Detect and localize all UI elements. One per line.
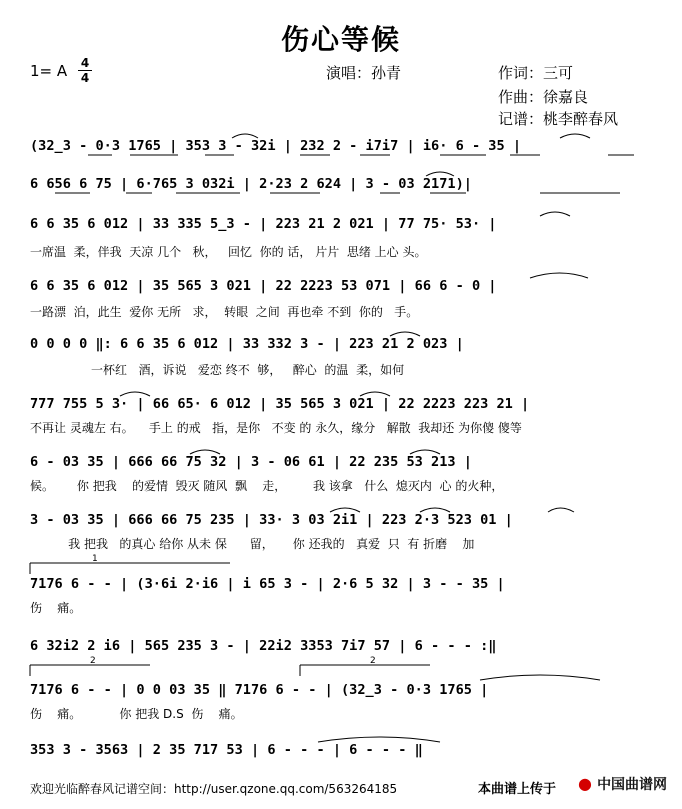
notation-row-3: 6 6 35 6 012 | 33 335 5̲3 - | 223 21 2 021 | 77 75· 53· | bbox=[30, 216, 497, 232]
notation-row-9: 7176 6 - - | (3·6i 2·i6 | i 65 3 - | 2·6 5 32 | 3 - - 35 | bbox=[30, 576, 505, 592]
site-logo bbox=[578, 774, 672, 796]
lyricist-credit: 作词：三可 bbox=[498, 64, 574, 82]
lyric-row-4: 一路漂 泊，此生 爱你 无所 求， 转眼 之间 再也牵 不到 你的 手。 bbox=[30, 305, 419, 319]
lyric-row-7: 候。 你 把我 的爱情 毁灭 随风 飘 走， 我 该拿 什么 熄灭内 心 的火种， bbox=[30, 479, 504, 493]
volta-first-label: 1 bbox=[92, 554, 98, 564]
song-title: 伤心等候 bbox=[280, 23, 401, 56]
volta-second-label: 2 bbox=[90, 656, 96, 666]
transcriber-credit: 记谱：桃李醉春风 bbox=[498, 110, 619, 128]
lyric-row-11: 伤 痛。 你 把我 D.S 伤 痛。 bbox=[30, 707, 243, 721]
volta-one-line bbox=[30, 554, 662, 564]
volta-two-line bbox=[30, 656, 662, 666]
notation-row-10: 6 32i2 2 i6 | 565 235 3 - | 22i2 3353 7i7 57 | 6 - - - :‖ bbox=[30, 638, 497, 654]
footer-website: 欢迎光临醉春风记谱空间：http://user.qzone.qq.com/563264185 bbox=[30, 782, 398, 796]
singer-credit: 演唱：孙青 bbox=[326, 64, 402, 82]
time-signature-top: 4 bbox=[80, 56, 90, 70]
footer-upload-text: 本曲谱上传于 bbox=[478, 782, 557, 797]
lyric-row-3: 一席温 柔，伴我 天凉 几个 秋， 回忆 你的 话， 片片 思绪 上心 头。 bbox=[30, 245, 427, 259]
lyric-row-8: 我 把我 的真心 给你 从未 保 留， 你 还我的 真爱 只 有 折磨 加 bbox=[30, 537, 475, 551]
lyric-row-6: 不再让 灵魂左 右。 手上 的戒 指，是你 不变 的 永久，缘分 解散 我却还 为你傻 傻等 bbox=[30, 421, 522, 435]
logo-icon: ● bbox=[578, 774, 592, 793]
notation-row-4: 6 6 35 6 012 | 35 565 3 021 | 22 2223 53 071 | 66 6 - 0 | bbox=[30, 278, 497, 294]
lyric-row-5: 一杯红 酒，诉说 爱恋 终不 够， 醉心 的温 柔，如何 bbox=[30, 363, 405, 377]
notation-row-8: 3 - 03 35 | 666 66 75 235 | 33· 3 03 2i1 | 223 2·3 523 01 | bbox=[30, 512, 513, 528]
notation-row-7: 6 - 03 35 | 666 66 75 32 | 3 - 06 61 | 22 235 53 213 | bbox=[30, 454, 472, 470]
notation-row-6: 777 755 5 3· | 66 65· 6 012 | 35 565 3 021 | 22 2223 223 21 | bbox=[30, 396, 530, 412]
lyric-row-9: 伤 痛。 bbox=[30, 601, 82, 615]
time-signature bbox=[78, 57, 92, 84]
notation-row-11: 7176 6 - - | 0 0 03 35 ‖ 7176 6 - - | (32̲3 - 0·3 1765 | bbox=[30, 682, 489, 698]
logo-text: 中国曲谱网 bbox=[597, 777, 668, 793]
volta-second-label-b: 2 bbox=[370, 656, 376, 666]
notation-row-12: 353 3 - 3563 | 2 35 717 53 | 6 - - - | 6 - - - ‖ bbox=[30, 742, 423, 758]
key-signature: 1= A bbox=[30, 62, 68, 80]
notation-row-5: 0 0 0 0 ‖: 6 6 35 6 012 | 33 332 3 - | 223 21 2 023 | bbox=[30, 336, 464, 352]
notation-row-1: (32̲3 - 0·3 1765 | 353 3 - 32i | 232 2 - i7i7 | i6· 6 - 35 | bbox=[30, 138, 522, 154]
composer-credit: 作曲：徐嘉良 bbox=[498, 88, 589, 106]
time-signature-bottom: 4 bbox=[80, 71, 90, 85]
notation-row-2: 6 656 6 75 | 6·765 3 032i | 2·23 2 624 | 3 - 03 2171)| bbox=[30, 176, 472, 192]
